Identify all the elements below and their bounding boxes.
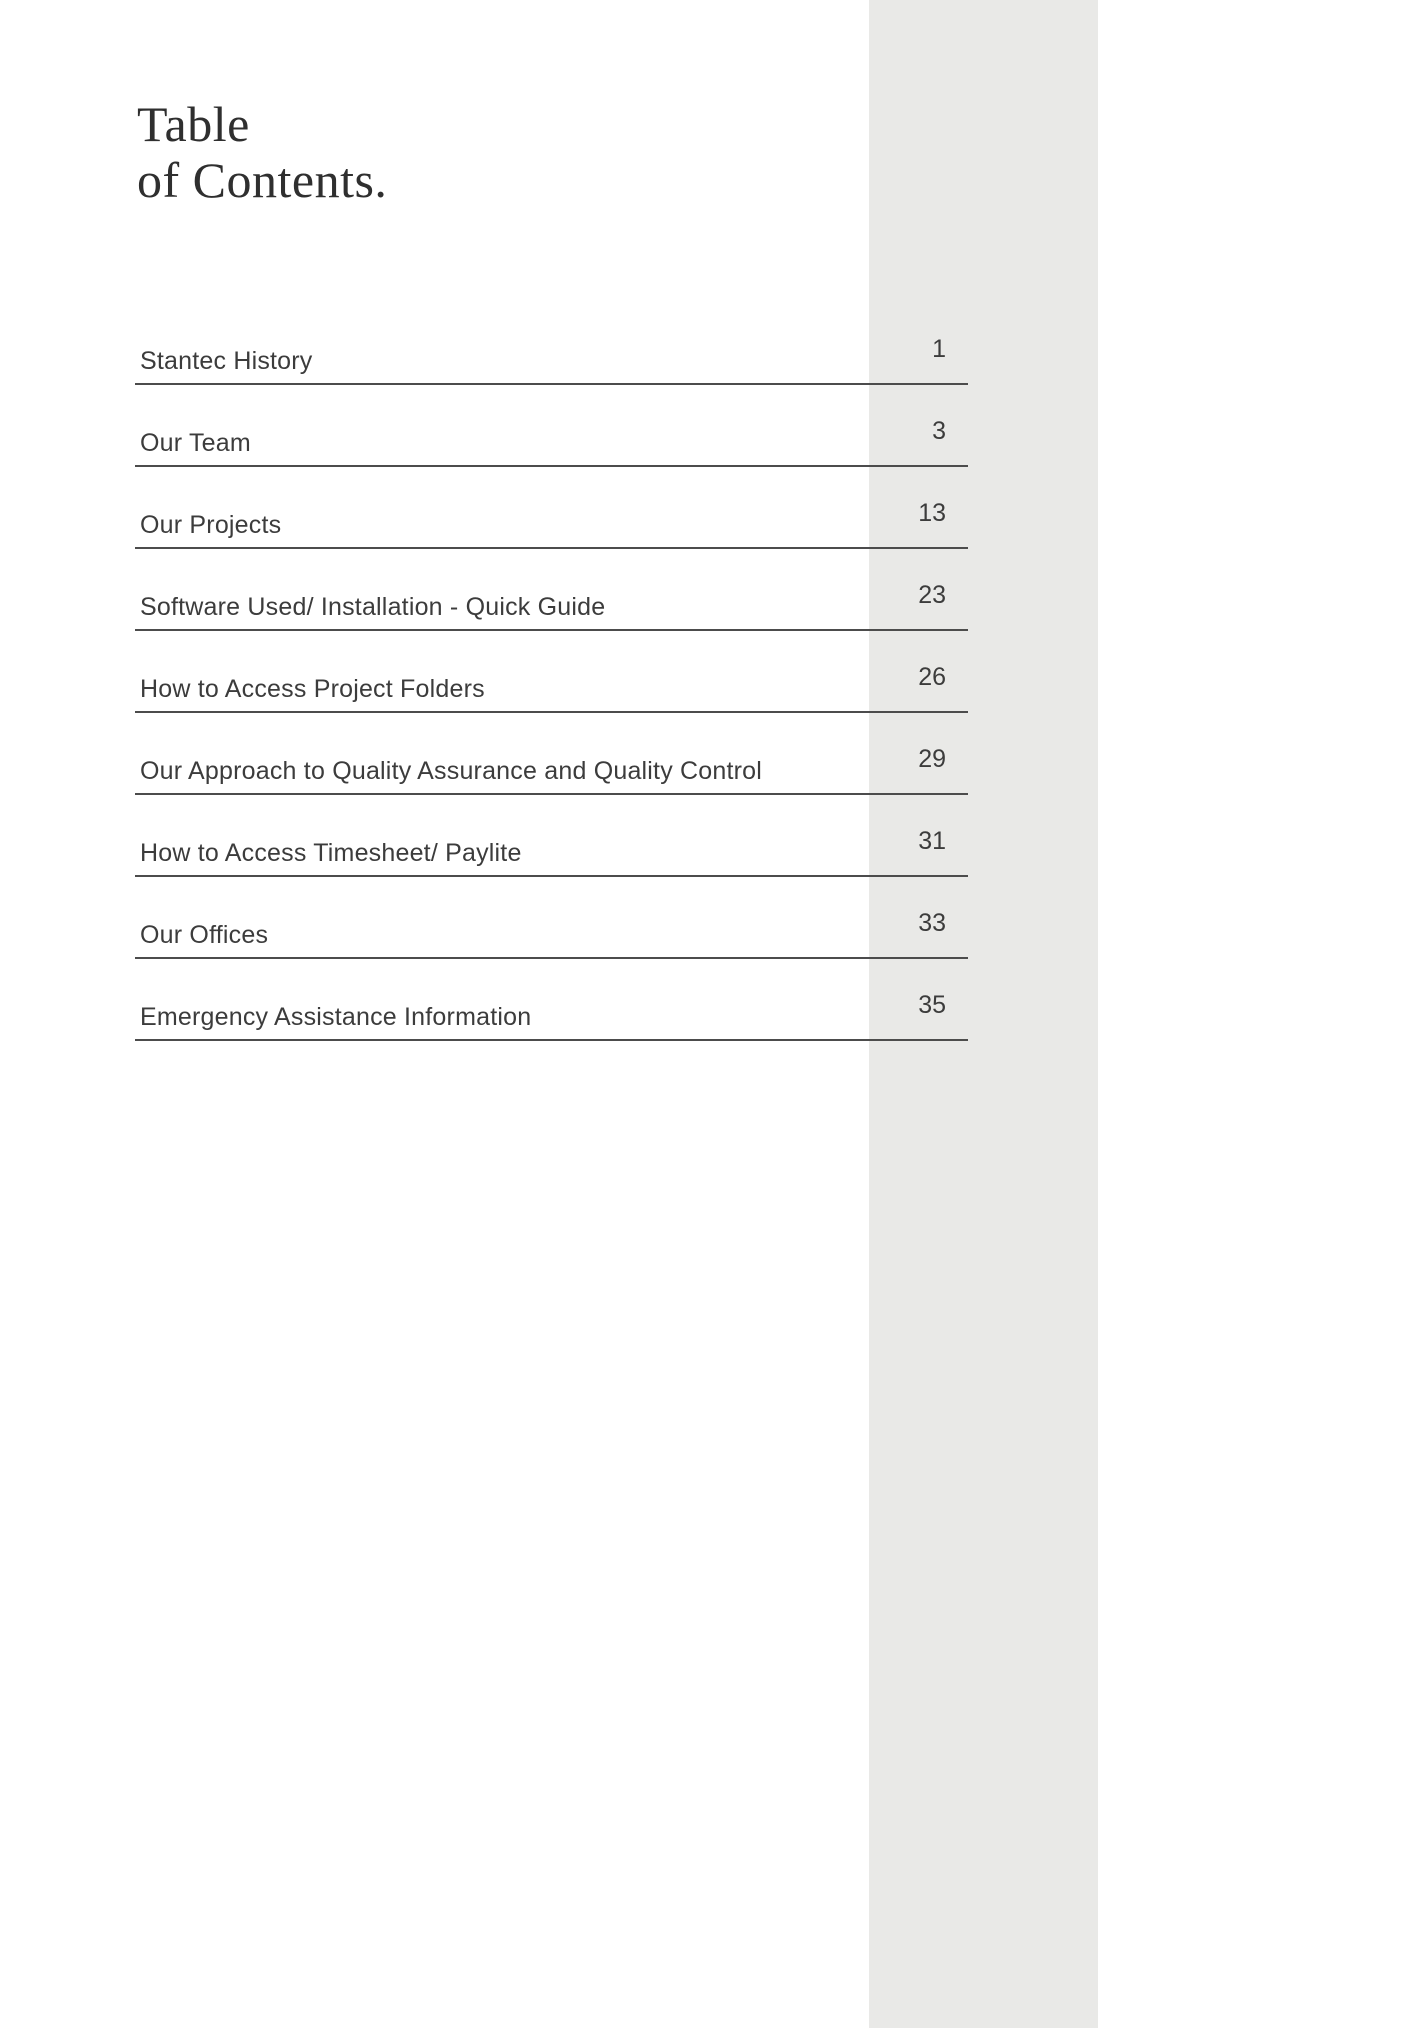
- toc-entry-label: Our Offices: [140, 921, 269, 949]
- toc-divider: [135, 1039, 968, 1041]
- toc-entry-page: 35: [918, 991, 946, 1019]
- toc-entry-label: Our Projects: [140, 511, 282, 539]
- toc-entry-label: Software Used/ Installation - Quick Guide: [140, 593, 606, 621]
- toc-entry-label: Our Approach to Quality Assurance and Quality Control: [140, 757, 763, 785]
- toc-entry: [135, 959, 968, 1041]
- toc-entry: [135, 467, 968, 549]
- page-title-line2: of Contents.: [137, 152, 388, 208]
- toc-entry-label: How to Access Timesheet/ Paylite: [140, 839, 522, 867]
- toc-entry-label: Our Team: [140, 429, 251, 457]
- toc-entry-page: 29: [918, 745, 946, 773]
- toc-entry-page: 31: [918, 827, 946, 855]
- toc-entry-label: Emergency Assistance Information: [140, 1003, 532, 1031]
- toc-entry: [135, 631, 968, 713]
- toc-entry-page: 23: [918, 581, 946, 609]
- page-title-line1: Table: [137, 96, 250, 152]
- toc-entry: [135, 303, 968, 385]
- toc-entry-label: Stantec History: [140, 347, 313, 375]
- toc-entry-label: How to Access Project Folders: [140, 675, 485, 703]
- toc-entry-page: 33: [918, 909, 946, 937]
- toc-entry-page: 1: [932, 335, 946, 363]
- toc-entry-page: 3: [932, 417, 946, 445]
- toc-entry: [135, 877, 968, 959]
- toc-entry: [135, 385, 968, 467]
- toc-entry-page: 26: [918, 663, 946, 691]
- toc-entry-page: 13: [918, 499, 946, 527]
- toc-entry: [135, 713, 968, 795]
- toc-list: [135, 303, 968, 1041]
- toc-entry: [135, 795, 968, 877]
- page-title: [137, 96, 387, 208]
- toc-entry: [135, 549, 968, 631]
